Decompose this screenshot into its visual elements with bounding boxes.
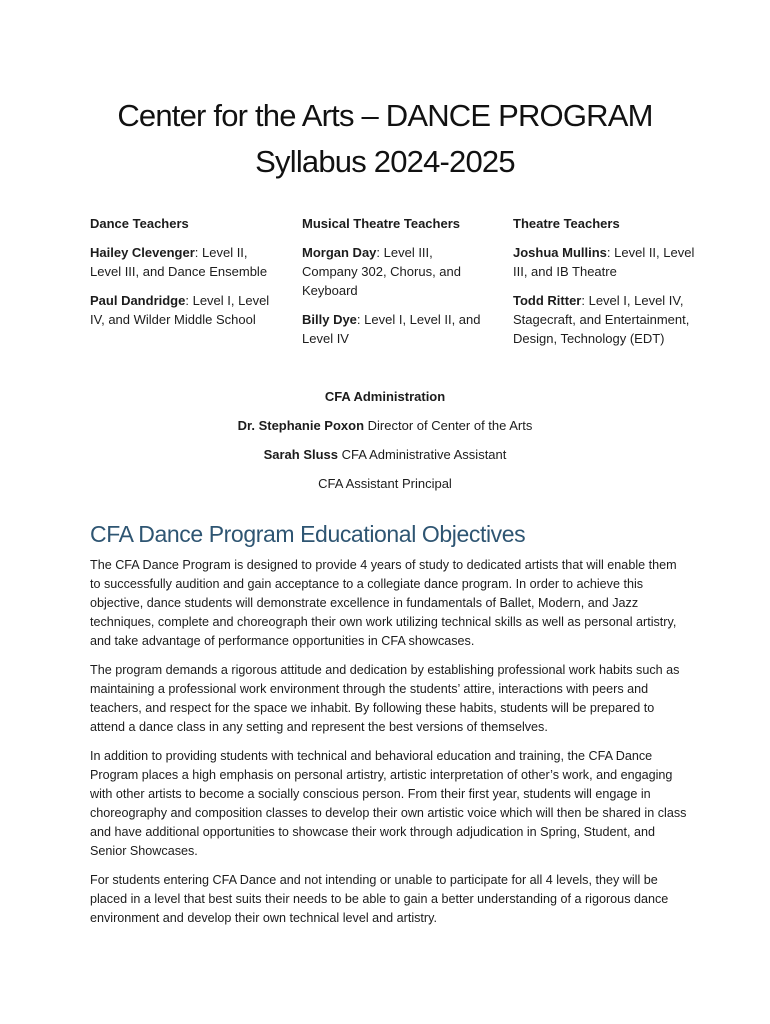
- theatre-teachers-column: [513, 214, 698, 358]
- teacher-entry: [513, 291, 698, 348]
- teacher-assignment: : Level I, Level IV, and Wilder Middle School: [90, 293, 270, 327]
- admin-role-vacant: CFA Assistant Principal: [318, 476, 452, 491]
- dance-teachers-column: [90, 214, 275, 339]
- dance-teachers-heading: Dance Teachers: [90, 216, 189, 231]
- objectives-paragraph: For students entering CFA Dance and not intending or unable to participate for all 4 levels, they will be placed in a level that best suits their needs to be able to gain a better understanding of a rigorous dance environment and develop their own technical level and artistry.: [90, 873, 669, 925]
- admin-entry: [90, 416, 680, 435]
- musical-theatre-teachers-column: [302, 214, 487, 358]
- objectives-paragraph: In addition to providing students with technical and behavioral education and training, the CFA Dance Program places a high emphasis on personal artistry, artistic interpretation of other’s work, and engaging with other artists to become a socially conscious person. From their first year, students will engage in choreography and composition classes to develop their own artistic voice which will then be shared in class and have additional opportunities to showcase their work through adjudication in Spring, Student, and Senior Showcases.: [90, 749, 687, 858]
- objectives-body: [90, 556, 690, 938]
- teacher-name: Morgan Day: [302, 245, 377, 260]
- admin-name: Sarah Sluss: [263, 447, 339, 462]
- theatre-teachers-heading: Theatre Teachers: [513, 216, 620, 231]
- objectives-heading: CFA Dance Program Educational Objectives: [90, 521, 526, 547]
- teacher-entry: [513, 243, 698, 281]
- teacher-name: Todd Ritter: [513, 293, 582, 308]
- teacher-entry: [90, 243, 275, 281]
- teacher-assignment: : Level II, Level III, and IB Theatre: [513, 245, 695, 279]
- objectives-paragraph: The CFA Dance Program is designed to provide 4 years of study to dedicated artists that will enable them to successfully audition and gain acceptance to a collegiate dance program. In order to achieve this objective, dance students will demonstrate excellence in fundamentals of Ballet, Modern, and Jazz techniques, complete and choreograph their own work utilizing technical skills as well as personal artistry, and take advantage of performance opportunities in CFA showcases.: [90, 558, 677, 648]
- teacher-assignment: : Level I, Level IV, Stagecraft, and Entertainment, Design, Technology (EDT): [513, 293, 690, 346]
- title-line-2: Syllabus 2024-2025: [255, 144, 515, 179]
- musical-theatre-teachers-heading: Musical Theatre Teachers: [302, 216, 460, 231]
- teacher-assignment: : Level III, Company 302, Chorus, and Keyboard: [302, 245, 461, 298]
- teacher-name: Joshua Mullins: [513, 245, 607, 260]
- title-line-1: Center for the Arts – DANCE PROGRAM: [117, 98, 653, 133]
- teacher-name: Paul Dandridge: [90, 293, 186, 308]
- admin-entry: [90, 445, 680, 464]
- teacher-name: Hailey Clevenger: [90, 245, 195, 260]
- page-title: [60, 93, 710, 185]
- teacher-assignment: : Level II, Level III, and Dance Ensemble: [90, 245, 268, 279]
- objectives-paragraph: The program demands a rigorous attitude and dedication by establishing professional work habits such as maintaining a professional work environment through the students’ attire, interactions with peers and teachers, and respect for the space we inhabit. By following these habits, students will be prepared to attend a dance class in any setting and represent the best versions of themselves.: [90, 663, 680, 734]
- administration-section: [90, 387, 680, 503]
- teacher-entry: [302, 310, 487, 348]
- administration-heading: CFA Administration: [324, 389, 446, 404]
- admin-role: CFA Administrative Assistant: [338, 447, 507, 462]
- teacher-entry: [302, 243, 487, 300]
- teacher-name: Billy Dye: [302, 312, 357, 327]
- admin-role: Director of Center of the Arts: [364, 418, 533, 433]
- teacher-entry: [90, 291, 275, 329]
- admin-name: Dr. Stephanie Poxon: [237, 418, 365, 433]
- teacher-assignment: : Level I, Level II, and Level IV: [302, 312, 481, 346]
